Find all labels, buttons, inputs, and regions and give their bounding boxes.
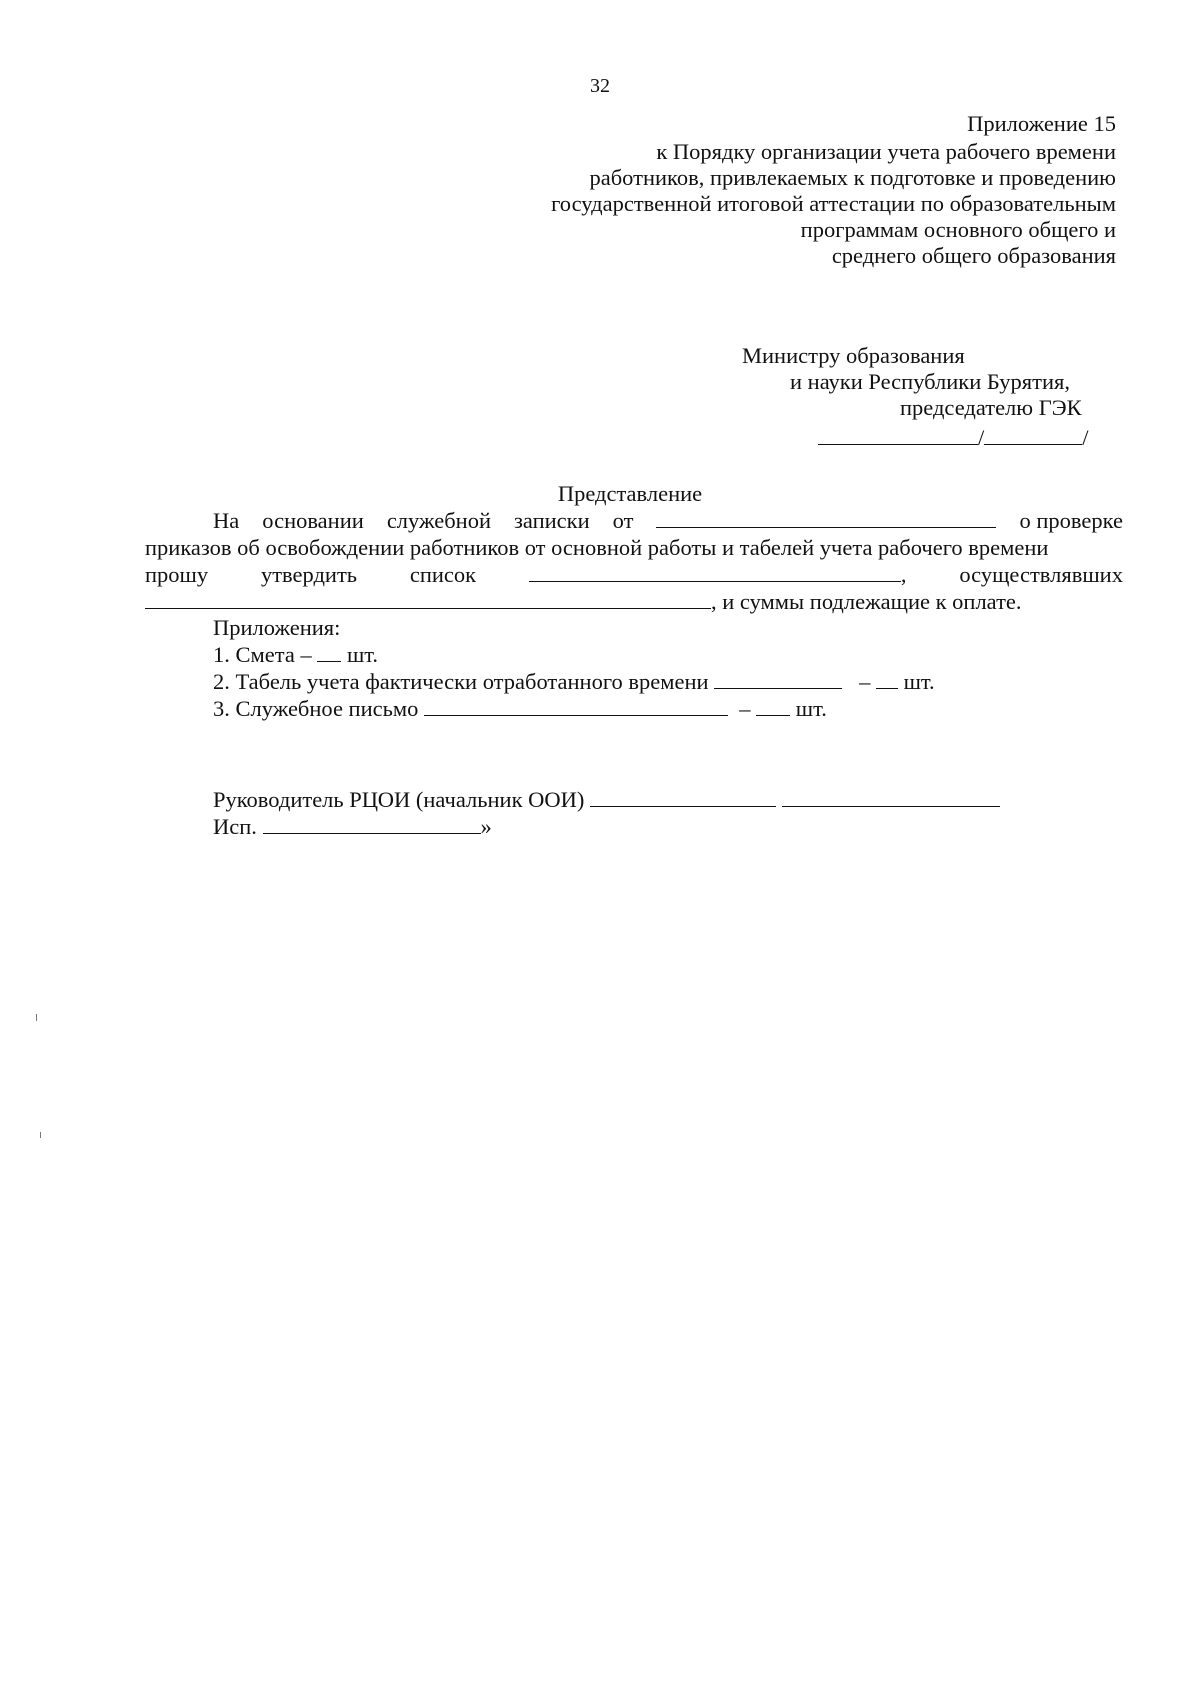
word: осуществлявших bbox=[959, 562, 1123, 587]
appendix-line: к Порядку организации учета рабочего времени bbox=[656, 139, 1116, 164]
item-unit: шт. bbox=[795, 696, 827, 721]
paragraph-line bbox=[145, 561, 1123, 589]
list-blank-wrap bbox=[529, 561, 907, 589]
appendix-line: государственной итоговой аттестации по образовательным bbox=[551, 191, 1116, 216]
signature-blank bbox=[818, 426, 978, 445]
activity-blank bbox=[145, 590, 711, 609]
paragraph-line bbox=[145, 588, 1022, 616]
addressee-line: и науки Республики Бурятия, bbox=[790, 369, 1070, 394]
dash: – bbox=[739, 696, 751, 721]
scan-speck bbox=[36, 1014, 37, 1021]
word: утвердить bbox=[260, 562, 358, 587]
appendix-line: программам основного общего и bbox=[800, 217, 1116, 242]
count-blank bbox=[317, 643, 341, 662]
list-blank bbox=[529, 563, 901, 582]
attachment-item bbox=[213, 641, 378, 669]
word: На bbox=[213, 508, 240, 533]
word: список bbox=[409, 562, 477, 587]
appendix-line: работников, привлекаемых к подготовке и проведению bbox=[589, 165, 1116, 190]
item-unit: шт. bbox=[346, 642, 379, 667]
letter-blank bbox=[424, 697, 728, 716]
word: прошу bbox=[145, 562, 209, 587]
phrase: о проверке bbox=[1019, 508, 1123, 533]
word: записки bbox=[514, 508, 590, 533]
item-unit: шт. bbox=[903, 669, 935, 694]
page-number: 32 bbox=[590, 75, 610, 97]
attachment-item bbox=[213, 695, 827, 723]
dash: – bbox=[859, 669, 871, 694]
executor-blank bbox=[263, 815, 481, 834]
executor-label: Исп. bbox=[213, 814, 257, 839]
head-label: Руководитель РЦОИ (начальник ООИ) bbox=[213, 787, 585, 812]
document-title: Представление bbox=[557, 481, 703, 506]
quote-mark: » bbox=[480, 814, 492, 839]
scan-speck bbox=[40, 1132, 41, 1138]
slash: / bbox=[1082, 425, 1089, 450]
item-text: 2. Табель учета фактически отработанного времени bbox=[213, 669, 709, 694]
phrase: , и суммы подлежащие к оплате. bbox=[711, 589, 1022, 614]
word: от bbox=[612, 508, 634, 533]
count-blank bbox=[876, 670, 898, 689]
appendix-line: среднего общего образования bbox=[831, 243, 1116, 268]
paragraph-line: приказов об освобождении работников от основной работы и табелей учета рабочего времени bbox=[145, 535, 1049, 560]
word: основании bbox=[262, 508, 364, 533]
item-text: 1. Смета – bbox=[213, 642, 312, 667]
addressee-line: Министру образования bbox=[742, 343, 965, 368]
attachments-heading: Приложения: bbox=[213, 615, 341, 640]
addressee-line: председателю ГЭК bbox=[900, 395, 1082, 420]
name-blank bbox=[714, 670, 842, 689]
name-blank bbox=[782, 788, 1000, 807]
paragraph-line bbox=[213, 507, 1123, 535]
attachment-item bbox=[213, 668, 935, 696]
signature-blank-line bbox=[818, 424, 1089, 452]
date-blank bbox=[656, 509, 996, 528]
word: служебной bbox=[386, 508, 491, 533]
name-blank bbox=[984, 426, 1082, 445]
signature-blank bbox=[590, 788, 776, 807]
executor-line bbox=[213, 813, 492, 841]
count-blank bbox=[756, 697, 790, 716]
comma: , bbox=[900, 562, 907, 587]
head-signature-line bbox=[213, 786, 1000, 814]
slash: / bbox=[978, 425, 985, 450]
appendix-title: Приложение 15 bbox=[967, 111, 1116, 136]
item-text: 3. Служебное письмо bbox=[213, 696, 419, 721]
